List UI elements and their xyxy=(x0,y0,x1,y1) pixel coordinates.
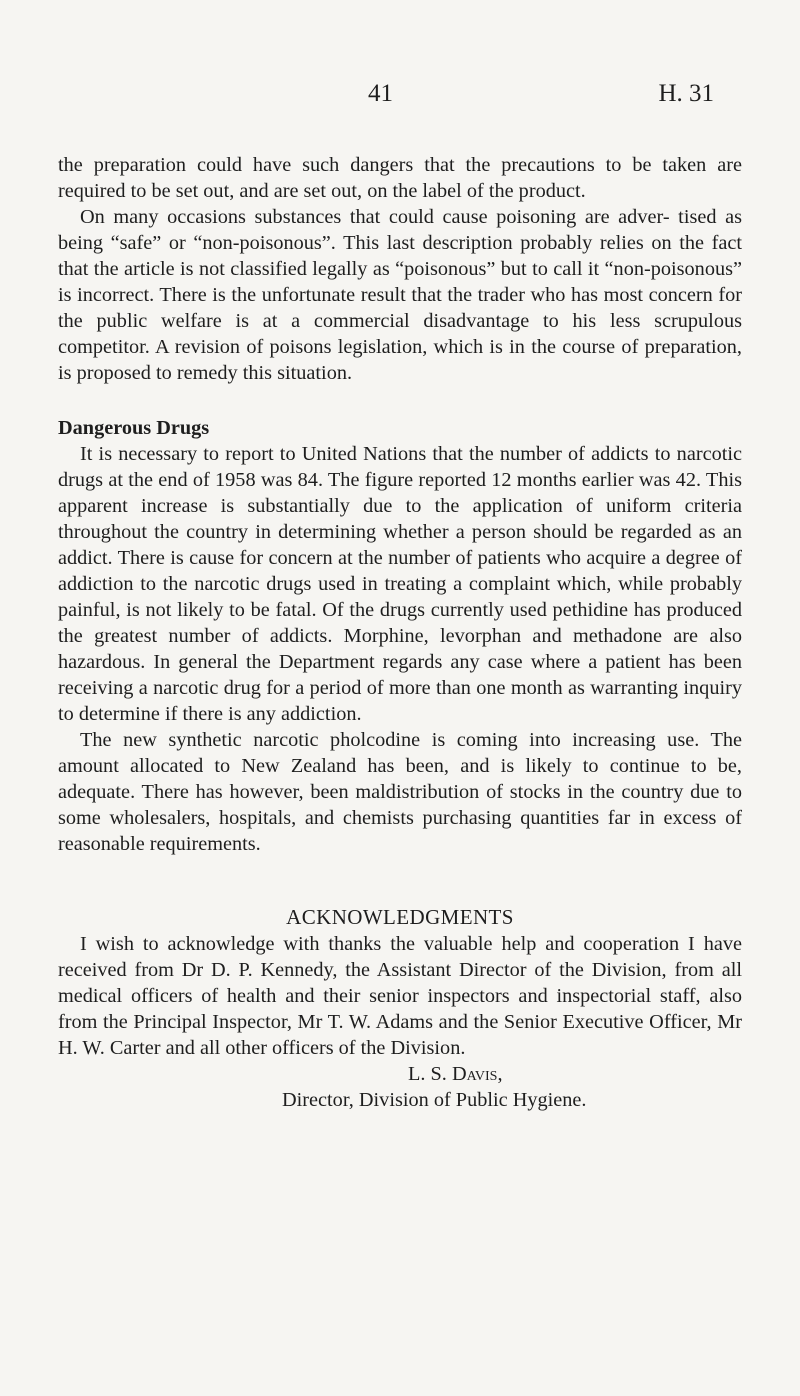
signatory-name: L. S. Davis, xyxy=(408,1063,503,1085)
paragraph-continuation: the preparation could have such dangers that the precautions to be taken are required to be set out, and are set out, on the label of the product. xyxy=(58,154,742,202)
document-reference: H. 31 xyxy=(658,80,714,107)
paragraph-non-poisonous: On many occasions substances that could cause poisoning are adver- tised as being “safe” or “non-poisonous”. This last description probably relies on the fact that the article is not classified legally as “poisonous” but to call it “non-poisonous” is incorrect. There is the unfortunate result that the trader who has most concern for the public welfare is at a commercial disadvantage to his less scrupulous competitor. A revision of poisons legislation, which is in the course of preparation, is proposed to remedy this situation. xyxy=(58,206,742,384)
signature-name xyxy=(408,1061,742,1087)
section-heading-dangerous-drugs: Dangerous Drugs xyxy=(58,417,210,439)
page-header xyxy=(0,80,800,116)
signatory-title: Director, Division of Public Hygiene. xyxy=(282,1089,587,1111)
paragraph-pholcodine: The new synthetic narcotic pholcodine is coming into increasing use. The amount allocated to New Zealand has been, and is likely to continue to be, adequate. There has however, been maldistribution of stocks in the country due to some wholesalers, hospitals, and chemists purchasing quantities far in excess of reasonable requirements. xyxy=(58,729,742,855)
page-number: 41 xyxy=(368,80,393,107)
paragraph-acknowledgments: I wish to acknowledge with thanks the valuable help and cooperation I have received from Dr D. P. Kennedy, the Assistant Director of the Division, from all medical officers of health and their senior inspectors and inspectorial staff, also from the Principal Inspector, Mr T. W. Adams and the Senior Executive Officer, Mr H. W. Carter and all other officers of the Division. xyxy=(58,933,742,1059)
body-text xyxy=(58,152,742,1113)
paragraph-addicts: It is necessary to report to United Nations that the number of addicts to narcotic drugs at the end of 1958 was 84. The figure reported 12 months earlier was 42. This apparent increase is substantially due to the application of uniform criteria throughout the country in determining whether a person should be regarded as an addict. There is cause for concern at the number of patients who acquire a degree of addiction to the narcotic drugs used in treating a complaint which, while probably painful, is not likely to be fatal. Of the drugs currently used pethidine has produced the greatest number of addicts. Morphine, levorphan and methadone are also hazardous. In general the Department regards any case where a patient has been receiving a narcotic drug for a period of more than one month as warranting inquiry to determine if there is any addiction. xyxy=(58,443,742,725)
section-heading-acknowledgments: ACKNOWLEDGMENTS xyxy=(286,905,514,929)
